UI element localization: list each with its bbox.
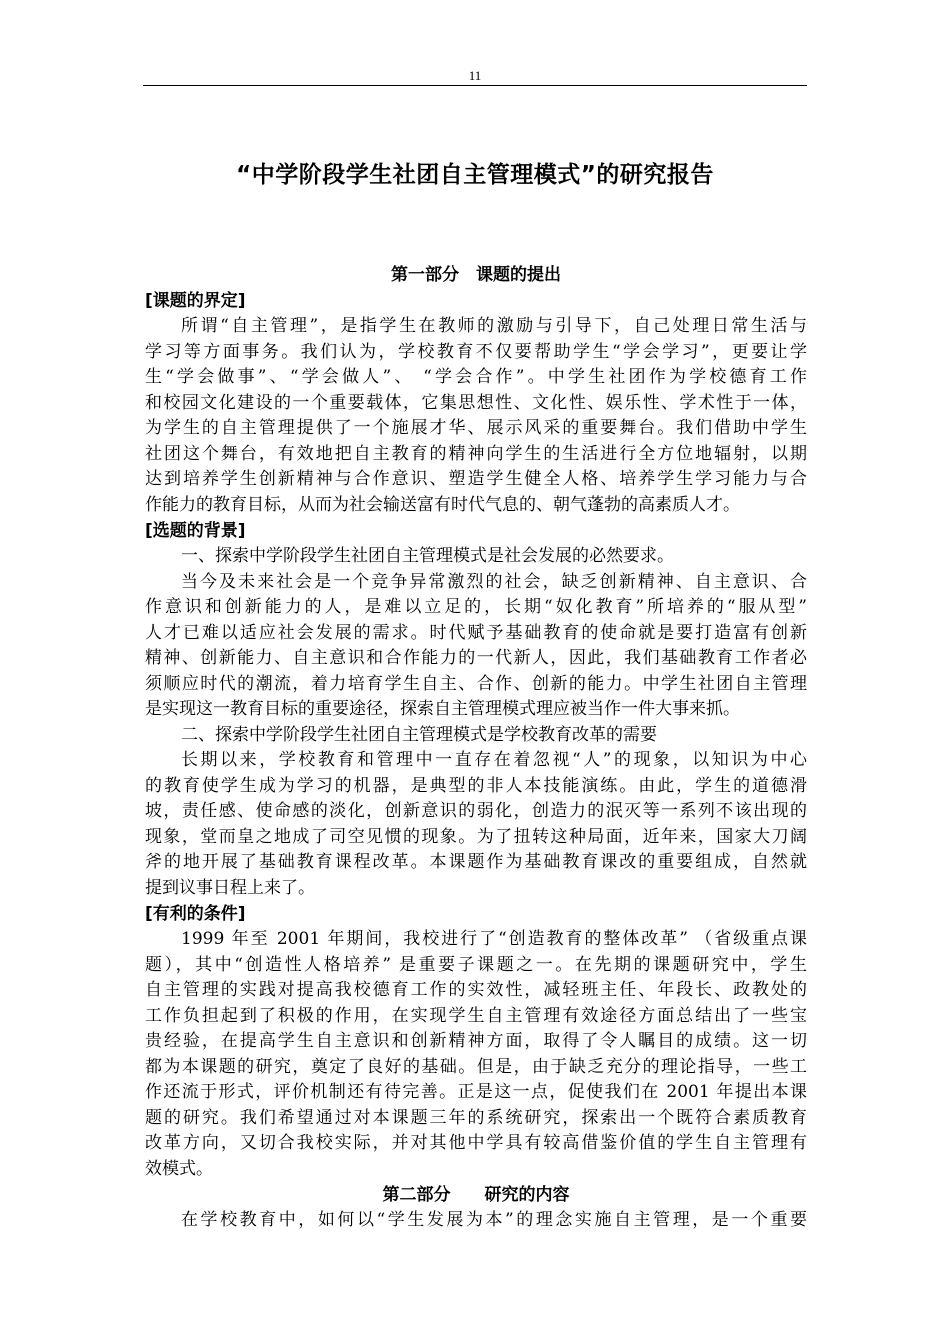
background-label: [选题的背景] — [145, 521, 246, 541]
text-line: 都为本课题的研究，奠定了良好的基础。但是，由于缺乏充分的理论指导，一些工 — [145, 1056, 807, 1077]
text-line: 人才已难以适应社会发展的需求。时代赋予基础教育的使命就是要打造富有创新 — [145, 622, 807, 643]
part2-heading: 第二部分 研究的内容 — [382, 1185, 570, 1205]
text-line: 一、探索中学阶段学生社团自主管理模式是社会发展的必然要求。 — [181, 546, 674, 566]
page-number: 11 — [468, 68, 482, 83]
text-line: 贵经验，在提高学生自主意识和创新精神方面，取得了令人瞩目的成绩。这一切 — [145, 1031, 807, 1051]
text-line: 作能力的教育目标，从而为社会输送富有时代气息的、朝气蓬勃的高素质人才。 — [145, 494, 740, 515]
text-line: 在学校教育中，如何以“学生发展为本”的理念实施自主管理，是一个重要 — [181, 1210, 807, 1230]
background-point-1 — [145, 544, 807, 570]
background-point-2 — [145, 723, 807, 749]
text-line: 题的研究。我们希望通过对本课题三年的系统研究，探索出一个既符合素质教育 — [145, 1107, 807, 1128]
text-line: 坡，责任感、使命感的淡化，创新意识的弱化，创造力的泯灭等一系列不该出现的 — [145, 801, 807, 821]
text-line: 题），其中“创造性人格培养” 是重要子课题之一。在先期的课题研究中，学生 — [145, 954, 807, 975]
conditions-label: [有利的条件] — [145, 904, 246, 924]
text-line: 1999 年至 2001 年期间，我校进行了“创造教育的整体改革” （省级重点课 — [181, 929, 807, 949]
text-line: 效模式。 — [145, 1158, 213, 1179]
background-paragraph-2 — [145, 748, 807, 901]
background-paragraph-1 — [145, 570, 807, 723]
text-line: 改革方向，又切合我校实际，并对其他中学具有较高借鉴价值的学生自主管理有 — [145, 1133, 807, 1153]
text-line: 现象，堂而皇之地成了司空见惯的现象。为了扭转这种局面，近年来，国家大刀阔 — [145, 826, 807, 847]
text-line: 自主管理的实践对提高我校德育工作的实效性，减轻班主任、年段长、政教处的 — [145, 980, 807, 1000]
text-line: 长期以来，学校教育和管理中一直存在着忽视“人”的现象，以知识为中心 — [181, 750, 807, 770]
text-line: 提到议事日程上来了。 — [145, 877, 315, 898]
text-line: 工作负担起到了积极的作用，在实现学生自主管理有效途径方面总结出了一些宝 — [145, 1005, 807, 1026]
document-body — [145, 262, 807, 1234]
document-title: “中学阶段学生社团自主管理模式”的研究报告 — [236, 162, 714, 188]
header-divider — [143, 85, 807, 86]
text-line: 精神、创新能力、自主意识和合作能力的一代新人，因此，我们基础教育工作者必 — [145, 648, 807, 668]
text-line: 的教育使学生成为学习的机器，是典型的非人本技能演练。由此，学生的道德滑 — [145, 775, 807, 796]
text-line: 社团这个舞台，有效地把自主教育的精神向学生的生活进行全方位地辐射，以期 — [145, 443, 807, 464]
text-line: 生“学会做事”、“学会做人”、 “学会合作”。中学生社团作为学校德育工作 — [145, 367, 807, 387]
definition-label: [课题的界定] — [145, 291, 246, 311]
text-line: 二、探索中学阶段学生社团自主管理模式是学校教育改革的需要 — [181, 724, 657, 745]
text-line: 作意识和创新能力的人，是难以立足的，长期“奴化教育”所培养的“服从型” — [145, 597, 807, 617]
text-line: 所谓“自主管理”，是指学生在教师的激励与引导下，自己处理日常生活与 — [181, 316, 807, 336]
text-line: 是实现这一教育目标的重要途径，探索自主管理模式理应被当作一件大事来抓。 — [145, 699, 740, 719]
text-line: 作还流于形式，评价机制还有待完善。正是这一点，促使我们在 2001 年提出本课 — [145, 1082, 807, 1102]
part2-paragraph — [145, 1208, 807, 1234]
definition-paragraph — [145, 314, 807, 518]
text-line: 为学生的自主管理提供了一个施展才华、展示风采的重要舞台。我们借助中学生 — [145, 418, 807, 438]
text-line: 达到培养学生创新精神与合作意识、塑造学生健全人格、培养学生学习能力与合 — [145, 469, 807, 489]
part1-heading: 第一部分 课题的提出 — [391, 265, 561, 285]
text-line: 当今及未来社会是一个竞争异常激烈的社会，缺乏创新精神、自主意识、合 — [181, 571, 807, 592]
text-line: 学习等方面事务。我们认为，学校教育不仅要帮助学生“学会学习”，更要让学 — [145, 341, 807, 362]
text-line: 和校园文化建设的一个重要载体，它集思想性、文化性、娱乐性、学术性于一体， — [145, 392, 807, 413]
conditions-paragraph — [145, 927, 807, 1182]
text-line: 须顺应时代的潮流，着力培育学生自主、合作、创新的能力。中学生社团自主管理 — [145, 673, 807, 694]
text-line: 斧的地开展了基础教育课程改革。本课题作为基础教育课改的重要组成，自然就 — [145, 852, 807, 872]
